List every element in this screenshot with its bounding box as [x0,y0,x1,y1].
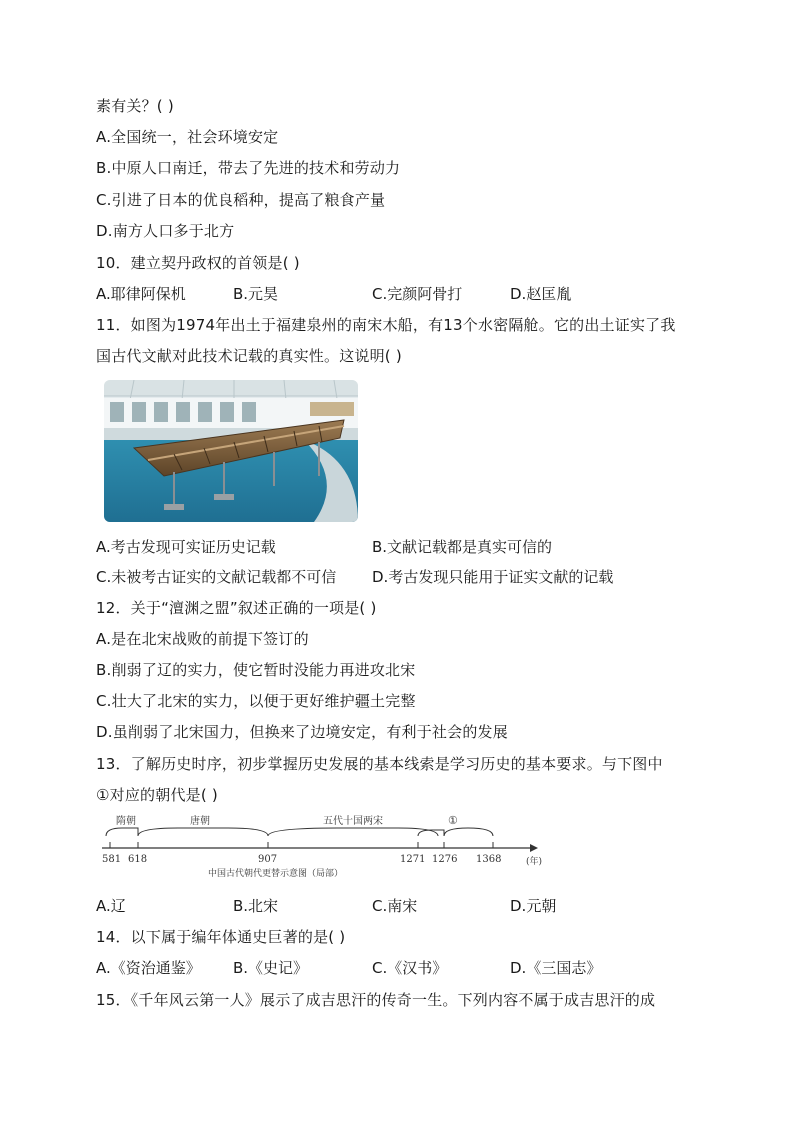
q10-option-d: D.赵匡胤 [510,285,572,303]
tick-1271: 1271 [400,854,426,865]
q10-option-c: C.完颜阿骨打 [372,285,463,303]
brace-five-dynasties-song [268,828,438,836]
q10-option-a: A.耶律阿保机 [96,285,186,303]
song-dynasty-ship-photo [104,380,358,522]
q11-option-c: C.未被考古证实的文献记载都不可信 [96,568,337,586]
tick-1368: 1368 [476,854,502,865]
q12-option-b: B.削弱了辽的实力，使它暂时没能力再进攻北宋 [96,661,416,679]
q12-option-d: D.虽削弱了北宋国力，但换来了边境安定，有利于社会的发展 [96,723,508,741]
q12-option-c: C.壮大了北宋的实力，以便于更好维护疆土完整 [96,692,416,710]
question-13-stem-line1: 13．了解历史时序，初步掌握历史发展的基本线索是学习历史的基本要求。与下图中 [96,755,663,773]
q9-option-b: B.中原人口南迁，带去了先进的技术和劳动力 [96,159,401,177]
question-13-stem-line2: ①对应的朝代是( ) [96,786,218,804]
q14-option-d: D.《三国志》 [510,959,602,977]
q9-option-a: A.全国统一，社会环境安定 [96,128,279,146]
q13-option-c: C.南宋 [372,897,418,915]
tick-581: 581 [102,854,122,865]
label-tang: 唐朝 [190,816,210,827]
q13-option-b: B.北宋 [233,897,279,915]
q11-option-d: D.考古发现只能用于证实文献的记载 [372,568,614,586]
q14-option-a: A.《资治通鉴》 [96,959,201,977]
question-10-stem: 10．建立契丹政权的首领是( ) [96,254,300,272]
brace-sui [106,828,138,836]
label-sui: 隋朝 [116,816,136,827]
question-14-stem: 14．以下属于编年体通史巨著的是( ) [96,928,346,946]
brace-tang [138,828,268,836]
q9-option-d: D.南方人口多于北方 [96,222,235,240]
q13-option-d: D.元朝 [510,897,557,915]
label-five-dynasties-song: 五代十国两宋 [323,816,383,827]
question-15-stem: 15．《千年风云第一人》展示了成吉思汗的传奇一生。下列内容不属于成吉思汗的成 [96,991,656,1009]
question-12-stem: 12．关于“澶渊之盟”叙述正确的一项是( ) [96,599,377,617]
q14-option-b: B.《史记》 [233,959,309,977]
question-11-stem-line2: 国古代文献对此技术记载的真实性。这说明( ) [96,347,402,365]
brace-circle-one [444,828,493,836]
q13-option-a: A.辽 [96,897,126,915]
q12-option-a: A.是在北宋战败的前提下签订的 [96,630,309,648]
q11-option-a: A.考古发现可实证历史记载 [96,538,276,556]
question-11-stem-line1: 11．如图为1974年出土于福建泉州的南宋木船，有13个水密隔舱。它的出土证实了我 [96,316,676,334]
tick-1276: 1276 [432,854,458,865]
tick-618: 618 [128,854,148,865]
q11-option-b: B.文献记载都是真实可信的 [372,538,553,556]
tick-907: 907 [258,854,278,865]
dynasty-timeline-diagram [98,812,548,882]
timeline-caption: 中国古代朝代更替示意图（局部） [208,869,344,879]
q14-option-c: C.《汉书》 [372,959,448,977]
q10-option-b: B.元昊 [233,285,279,303]
label-circle-one: ① [448,814,458,827]
q9-option-c: C.引进了日本的优良稻种，提高了粮食产量 [96,191,386,209]
question-9-stem-end: 素有关？( ) [96,97,174,115]
unit-year: (年) [526,857,543,867]
